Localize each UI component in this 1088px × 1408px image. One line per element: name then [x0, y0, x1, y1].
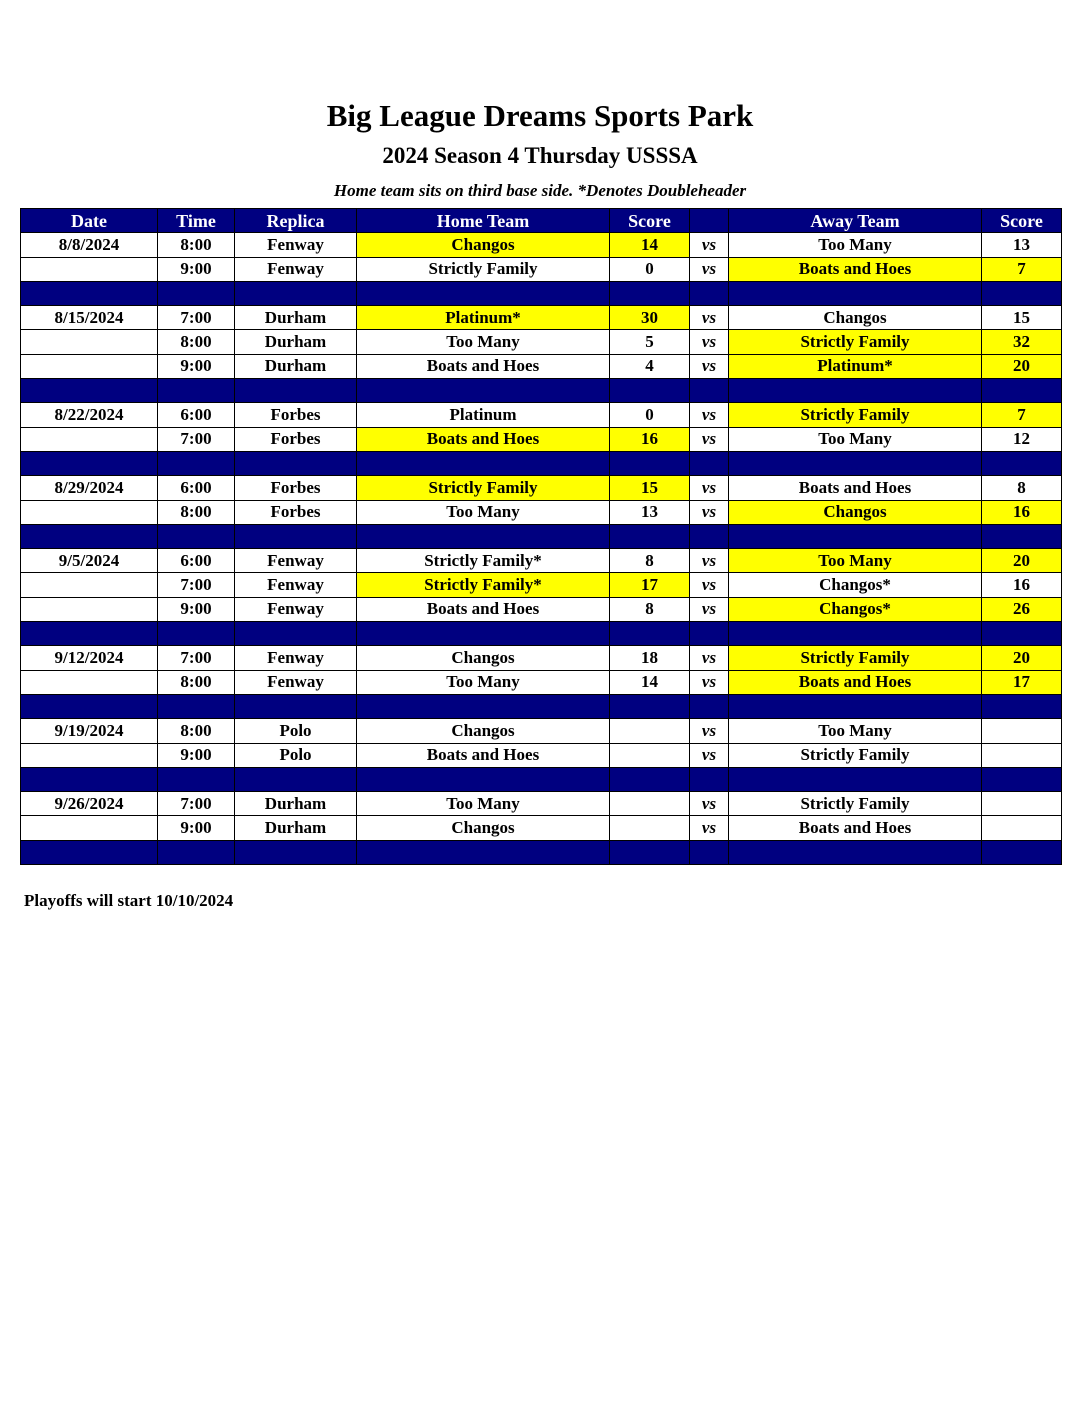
vs-cell: vs [690, 719, 729, 743]
schedule-body [21, 233, 1062, 865]
spacer-cell [158, 379, 235, 403]
table-row [21, 233, 1062, 257]
table-row [21, 743, 1062, 767]
spacer-cell [21, 694, 158, 718]
column-header-replica: Replica [235, 209, 357, 233]
spacer-cell [21, 281, 158, 305]
away-team-cell: Too Many [729, 549, 982, 573]
column-header-away-team: Away Team [729, 209, 982, 233]
spacer-cell [235, 840, 357, 864]
spacer-cell [690, 767, 729, 791]
spacer-cell [982, 694, 1062, 718]
vs-cell: vs [690, 500, 729, 524]
away-score-cell: 13 [982, 233, 1062, 257]
away-team-cell: Strictly Family [729, 330, 982, 354]
away-score-cell: 16 [982, 573, 1062, 597]
spacer-cell [690, 451, 729, 475]
spacer-cell [21, 767, 158, 791]
spacer-cell [21, 451, 158, 475]
table-row [21, 403, 1062, 427]
away-score-cell [982, 743, 1062, 767]
column-header-time: Time [158, 209, 235, 233]
time-cell: 9:00 [158, 816, 235, 840]
date-cell: 9/12/2024 [21, 646, 158, 670]
date-cell [21, 500, 158, 524]
column-header-home-team: Home Team [357, 209, 610, 233]
time-cell: 9:00 [158, 597, 235, 621]
vs-cell: vs [690, 330, 729, 354]
spacer-cell [357, 840, 610, 864]
away-score-cell: 20 [982, 354, 1062, 378]
spacer-cell [21, 379, 158, 403]
table-row [21, 549, 1062, 573]
home-score-cell: 18 [610, 646, 690, 670]
away-score-cell: 20 [982, 549, 1062, 573]
spacer-cell [357, 281, 610, 305]
vs-cell: vs [690, 476, 729, 500]
spacer-cell [21, 840, 158, 864]
table-spacer-row [21, 694, 1062, 718]
date-cell: 9/19/2024 [21, 719, 158, 743]
home-score-cell: 30 [610, 306, 690, 330]
date-cell: 8/22/2024 [21, 403, 158, 427]
away-score-cell: 8 [982, 476, 1062, 500]
page-subtitle: 2024 Season 4 Thursday USSSA [382, 143, 698, 168]
spacer-cell [690, 840, 729, 864]
away-score-cell: 7 [982, 257, 1062, 281]
spacer-cell [610, 622, 690, 646]
column-header-away-score: Score [982, 209, 1062, 233]
page-title: Big League Dreams Sports Park [326, 98, 754, 133]
spacer-cell [158, 622, 235, 646]
spacer-cell [729, 524, 982, 548]
replica-cell: Polo [235, 719, 357, 743]
time-cell: 9:00 [158, 354, 235, 378]
spacer-cell [158, 451, 235, 475]
table-row [21, 719, 1062, 743]
date-cell: 8/15/2024 [21, 306, 158, 330]
replica-cell: Fenway [235, 549, 357, 573]
spacer-cell [610, 840, 690, 864]
time-cell: 9:00 [158, 257, 235, 281]
spacer-cell [982, 379, 1062, 403]
table-spacer-row [21, 524, 1062, 548]
home-score-cell: 15 [610, 476, 690, 500]
home-score-cell: 5 [610, 330, 690, 354]
table-row [21, 427, 1062, 451]
spacer-cell [690, 524, 729, 548]
time-cell: 8:00 [158, 233, 235, 257]
table-spacer-row [21, 379, 1062, 403]
away-team-cell: Strictly Family [729, 743, 982, 767]
home-team-cell: Strictly Family* [357, 549, 610, 573]
home-score-cell: 14 [610, 233, 690, 257]
time-cell: 7:00 [158, 792, 235, 816]
replica-cell: Forbes [235, 476, 357, 500]
spacer-cell [690, 281, 729, 305]
home-team-cell: Changos [357, 816, 610, 840]
replica-cell: Durham [235, 306, 357, 330]
table-row [21, 330, 1062, 354]
date-cell [21, 354, 158, 378]
spacer-cell [158, 840, 235, 864]
table-row [21, 792, 1062, 816]
home-team-cell: Too Many [357, 330, 610, 354]
table-row [21, 597, 1062, 621]
home-score-cell: 0 [610, 257, 690, 281]
vs-cell: vs [690, 306, 729, 330]
table-spacer-row [21, 281, 1062, 305]
home-score-cell: 4 [610, 354, 690, 378]
schedule-note: Home team sits on third base side. *Denotes Doubleheader [333, 181, 747, 200]
spacer-cell [21, 622, 158, 646]
spacer-cell [982, 767, 1062, 791]
home-team-cell: Strictly Family [357, 257, 610, 281]
vs-cell: vs [690, 257, 729, 281]
away-score-cell [982, 792, 1062, 816]
replica-cell: Fenway [235, 233, 357, 257]
home-score-cell: 13 [610, 500, 690, 524]
home-score-cell [610, 719, 690, 743]
vs-cell: vs [690, 427, 729, 451]
replica-cell: Durham [235, 330, 357, 354]
away-score-cell: 17 [982, 670, 1062, 694]
table-row [21, 354, 1062, 378]
spacer-cell [357, 379, 610, 403]
spacer-cell [982, 524, 1062, 548]
vs-cell: vs [690, 233, 729, 257]
spacer-cell [158, 281, 235, 305]
time-cell: 9:00 [158, 743, 235, 767]
time-cell: 7:00 [158, 306, 235, 330]
spacer-cell [729, 840, 982, 864]
spacer-cell [357, 622, 610, 646]
home-score-cell [610, 792, 690, 816]
date-cell: 8/8/2024 [21, 233, 158, 257]
table-row [21, 573, 1062, 597]
date-cell [21, 330, 158, 354]
date-cell [21, 743, 158, 767]
vs-cell: vs [690, 646, 729, 670]
vs-cell: vs [690, 743, 729, 767]
date-cell [21, 257, 158, 281]
time-cell: 8:00 [158, 500, 235, 524]
away-team-cell: Too Many [729, 719, 982, 743]
schedule-table [20, 208, 1062, 865]
playoffs-note: Playoffs will start 10/10/2024 [24, 891, 234, 910]
away-team-cell: Platinum* [729, 354, 982, 378]
table-row [21, 670, 1062, 694]
away-score-cell [982, 816, 1062, 840]
away-team-cell: Changos* [729, 597, 982, 621]
spacer-cell [729, 694, 982, 718]
table-spacer-row [21, 840, 1062, 864]
home-team-cell: Platinum [357, 403, 610, 427]
spacer-cell [21, 524, 158, 548]
table-row [21, 257, 1062, 281]
time-cell: 7:00 [158, 646, 235, 670]
vs-cell: vs [690, 354, 729, 378]
replica-cell: Forbes [235, 403, 357, 427]
vs-cell: vs [690, 597, 729, 621]
spacer-cell [982, 840, 1062, 864]
replica-cell: Durham [235, 792, 357, 816]
home-score-cell: 8 [610, 549, 690, 573]
vs-cell: vs [690, 549, 729, 573]
away-team-cell: Boats and Hoes [729, 476, 982, 500]
time-cell: 6:00 [158, 476, 235, 500]
vs-cell: vs [690, 670, 729, 694]
spacer-cell [235, 694, 357, 718]
date-cell [21, 670, 158, 694]
replica-cell: Fenway [235, 573, 357, 597]
table-spacer-row [21, 451, 1062, 475]
spacer-cell [690, 694, 729, 718]
home-score-cell: 8 [610, 597, 690, 621]
home-score-cell: 17 [610, 573, 690, 597]
away-score-cell: 7 [982, 403, 1062, 427]
spacer-cell [357, 694, 610, 718]
home-score-cell: 14 [610, 670, 690, 694]
away-team-cell: Changos [729, 306, 982, 330]
away-team-cell: Strictly Family [729, 646, 982, 670]
home-team-cell: Strictly Family [357, 476, 610, 500]
table-row [21, 306, 1062, 330]
replica-cell: Durham [235, 354, 357, 378]
home-team-cell: Boats and Hoes [357, 597, 610, 621]
home-team-cell: Strictly Family* [357, 573, 610, 597]
replica-cell: Durham [235, 816, 357, 840]
time-cell: 7:00 [158, 427, 235, 451]
table-row [21, 500, 1062, 524]
table-spacer-row [21, 622, 1062, 646]
spacer-cell [982, 622, 1062, 646]
away-score-cell [982, 719, 1062, 743]
home-team-cell: Changos [357, 719, 610, 743]
spacer-cell [235, 451, 357, 475]
away-team-cell: Strictly Family [729, 403, 982, 427]
table-row [21, 476, 1062, 500]
away-score-cell: 12 [982, 427, 1062, 451]
replica-cell: Fenway [235, 646, 357, 670]
away-team-cell: Too Many [729, 427, 982, 451]
home-team-cell: Boats and Hoes [357, 427, 610, 451]
home-score-cell [610, 743, 690, 767]
home-team-cell: Boats and Hoes [357, 354, 610, 378]
date-cell: 8/29/2024 [21, 476, 158, 500]
vs-cell: vs [690, 816, 729, 840]
spacer-cell [235, 281, 357, 305]
time-cell: 8:00 [158, 330, 235, 354]
spacer-cell [357, 524, 610, 548]
time-cell: 6:00 [158, 403, 235, 427]
home-score-cell: 16 [610, 427, 690, 451]
date-cell [21, 427, 158, 451]
spacer-cell [357, 451, 610, 475]
spacer-cell [729, 451, 982, 475]
spacer-cell [729, 379, 982, 403]
column-header-date: Date [21, 209, 158, 233]
away-team-cell: Changos* [729, 573, 982, 597]
column-header-vs [690, 209, 729, 233]
away-score-cell: 32 [982, 330, 1062, 354]
replica-cell: Fenway [235, 597, 357, 621]
home-team-cell: Too Many [357, 500, 610, 524]
spacer-cell [690, 622, 729, 646]
replica-cell: Fenway [235, 670, 357, 694]
spacer-cell [729, 767, 982, 791]
away-score-cell: 15 [982, 306, 1062, 330]
spacer-cell [610, 767, 690, 791]
spacer-cell [610, 451, 690, 475]
away-team-cell: Boats and Hoes [729, 670, 982, 694]
replica-cell: Fenway [235, 257, 357, 281]
time-cell: 6:00 [158, 549, 235, 573]
spacer-cell [235, 524, 357, 548]
away-score-cell: 16 [982, 500, 1062, 524]
spacer-cell [690, 379, 729, 403]
away-team-cell: Boats and Hoes [729, 816, 982, 840]
away-team-cell: Boats and Hoes [729, 257, 982, 281]
spacer-cell [610, 379, 690, 403]
away-score-cell: 20 [982, 646, 1062, 670]
date-cell [21, 597, 158, 621]
spacer-cell [158, 524, 235, 548]
spacer-cell [610, 694, 690, 718]
spacer-cell [982, 281, 1062, 305]
home-team-cell: Platinum* [357, 306, 610, 330]
date-cell [21, 816, 158, 840]
spacer-cell [729, 622, 982, 646]
date-cell [21, 573, 158, 597]
spacer-cell [982, 451, 1062, 475]
replica-cell: Forbes [235, 500, 357, 524]
away-score-cell: 26 [982, 597, 1062, 621]
date-cell: 9/26/2024 [21, 792, 158, 816]
table-spacer-row [21, 767, 1062, 791]
spacer-cell [729, 281, 982, 305]
table-row [21, 646, 1062, 670]
table-row [21, 816, 1062, 840]
spacer-cell [235, 622, 357, 646]
spacer-cell [357, 767, 610, 791]
vs-cell: vs [690, 403, 729, 427]
replica-cell: Forbes [235, 427, 357, 451]
table-header-row [21, 209, 1062, 233]
spacer-cell [235, 767, 357, 791]
home-team-cell: Changos [357, 646, 610, 670]
spacer-cell [610, 281, 690, 305]
home-team-cell: Too Many [357, 670, 610, 694]
home-team-cell: Too Many [357, 792, 610, 816]
home-team-cell: Changos [357, 233, 610, 257]
away-team-cell: Too Many [729, 233, 982, 257]
replica-cell: Polo [235, 743, 357, 767]
away-team-cell: Changos [729, 500, 982, 524]
spacer-cell [158, 767, 235, 791]
vs-cell: vs [690, 792, 729, 816]
spacer-cell [158, 694, 235, 718]
time-cell: 7:00 [158, 573, 235, 597]
away-team-cell: Strictly Family [729, 792, 982, 816]
spacer-cell [235, 379, 357, 403]
date-cell: 9/5/2024 [21, 549, 158, 573]
column-header-home-score: Score [610, 209, 690, 233]
time-cell: 8:00 [158, 719, 235, 743]
time-cell: 8:00 [158, 670, 235, 694]
home-score-cell: 0 [610, 403, 690, 427]
spacer-cell [610, 524, 690, 548]
vs-cell: vs [690, 573, 729, 597]
home-team-cell: Boats and Hoes [357, 743, 610, 767]
home-score-cell [610, 816, 690, 840]
